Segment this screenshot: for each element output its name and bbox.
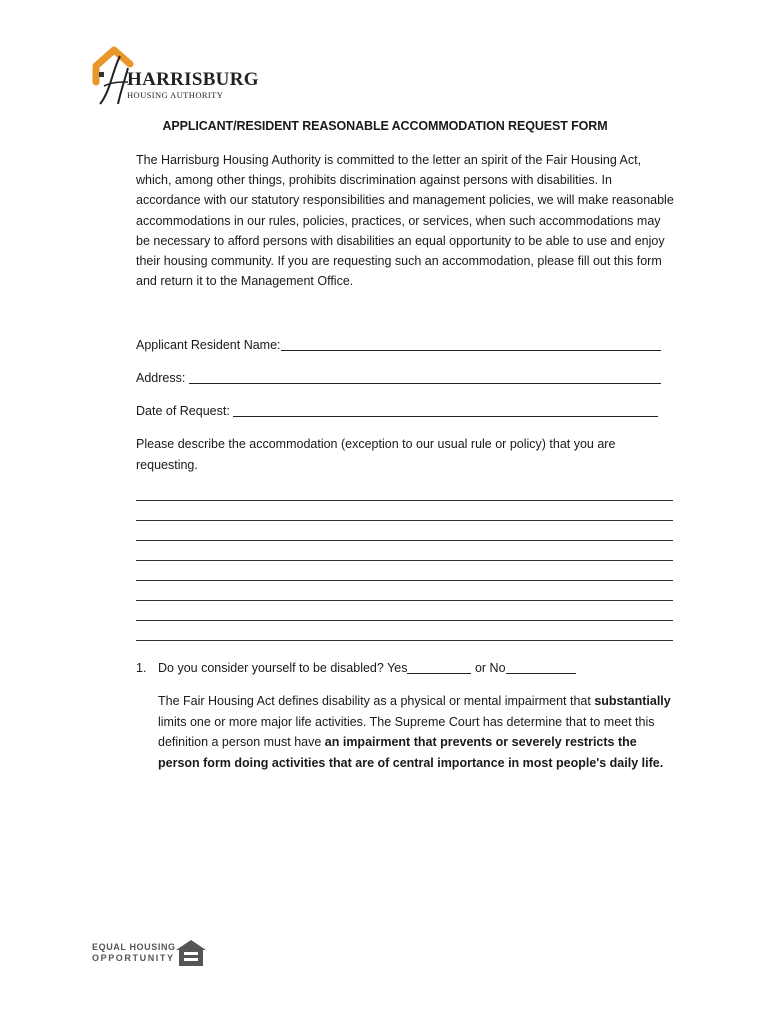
applicant-name-field[interactable] bbox=[136, 337, 661, 352]
definition-bold-1: substantially bbox=[594, 694, 671, 708]
describe-accommodation-prompt: Please describe the accommodation (exception to our usual rule or policy) that you are requesting. bbox=[136, 437, 616, 472]
eho-text-line-1: EQUAL HOUSING bbox=[92, 942, 176, 952]
logo-wordmark: HARRISBURG bbox=[127, 69, 259, 90]
form-title: APPLICANT/RESIDENT REASONABLE ACCOMMODATION REQUEST FORM bbox=[162, 119, 608, 133]
definition-text-2: limits one or more major life activities. The Supreme Court has determine that to meet this definition a person must have bbox=[158, 714, 655, 749]
no-answer-line[interactable] bbox=[506, 660, 576, 674]
date-of-request-label: Date of Request: bbox=[136, 404, 230, 418]
address-field[interactable] bbox=[136, 370, 661, 385]
answer-line[interactable] bbox=[136, 600, 673, 601]
answer-line[interactable] bbox=[136, 560, 673, 561]
yes-answer-line[interactable] bbox=[407, 660, 471, 674]
date-of-request-line[interactable] bbox=[233, 403, 658, 417]
or-no-label: or No bbox=[474, 661, 506, 675]
answer-line[interactable] bbox=[136, 500, 673, 501]
applicant-name-line[interactable] bbox=[281, 337, 661, 351]
answer-line[interactable] bbox=[136, 520, 673, 521]
intro-paragraph: The Harrisburg Housing Authority is committed to the letter an spirit of the Fair Housing Act, which, among other things, prohibits discrimination against persons with disabilities. In accordance with our statutory responsibilities and management policies, we will make reasonable accommodations in our rules, policies, practices, or services, when such accommodations may be necessary to afford persons with disabilities an equal opportunity to be able to use and enjoy their housing community. If you are requesting such an accommodation, please fill out this form and return it to the Management Office. bbox=[136, 153, 674, 289]
address-line[interactable] bbox=[189, 370, 661, 384]
equal-housing-icon bbox=[174, 938, 208, 968]
eho-text-line-2: OPPORTUNITY bbox=[92, 953, 175, 963]
applicant-name-label: Applicant Resident Name: bbox=[136, 338, 281, 352]
definition-text-1: The Fair Housing Act defines disability as a physical or mental impairment that bbox=[158, 694, 595, 708]
answer-line[interactable] bbox=[136, 620, 673, 621]
date-of-request-field[interactable] bbox=[136, 403, 658, 418]
address-label: Address: bbox=[136, 371, 186, 385]
equal-housing-opportunity-logo bbox=[92, 938, 212, 968]
harrisburg-logo bbox=[90, 42, 259, 108]
answer-line[interactable] bbox=[136, 580, 673, 581]
question-1 bbox=[136, 660, 576, 675]
question-1-text: Do you consider yourself to be disabled? Yes bbox=[158, 661, 408, 675]
answer-line[interactable] bbox=[136, 540, 673, 541]
answer-line[interactable] bbox=[136, 640, 673, 641]
question-number: 1. bbox=[136, 661, 147, 675]
definition-bold-2: an impairment that prevents or severely restricts the person form doing activities that are of central importance in most people's daily life. bbox=[158, 735, 664, 770]
logo-subtitle: HOUSING AUTHORITY bbox=[127, 90, 224, 100]
disability-definition bbox=[158, 691, 680, 773]
